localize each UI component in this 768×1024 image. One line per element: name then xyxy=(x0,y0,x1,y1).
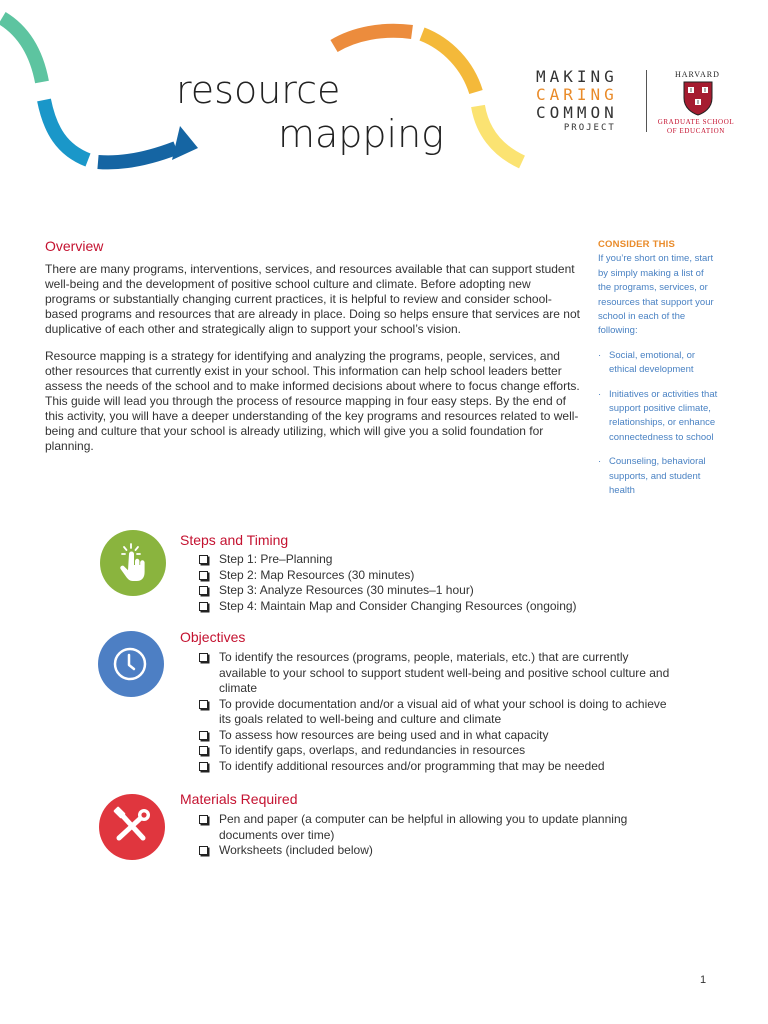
overview-paragraph-1: There are many programs, interventions, services, and resources available that can support student well-being and the development of positive school culture and climate. Before adopting new programs or substantially changing current practices, it is helpful to review and consider school-based programs and resources that are already in place. Doing so helps ensure that services are not duplicative of each other and strategically align to support your school’s vision. xyxy=(45,262,580,336)
gse-wordmark xyxy=(656,118,736,136)
consider-this-intro: If you’re short on time, start by simply making a list of the programs, services, or resources that support your school in each of the following: xyxy=(598,253,714,337)
objective-text: To identify the resources (programs, people, materials, etc.) that are currently available to your school to support student well-being and positive school culture and climate xyxy=(219,650,670,695)
checkbox-icon xyxy=(199,586,208,595)
clock-icon xyxy=(98,631,164,697)
teal-arc xyxy=(2,18,42,82)
logo-line-making: MAKING xyxy=(536,67,618,86)
list-item xyxy=(195,568,675,584)
list-item xyxy=(195,583,675,599)
objectives-heading: Objectives xyxy=(180,629,246,645)
steps-list xyxy=(195,552,675,614)
list-item xyxy=(195,650,675,697)
page-number: 1 xyxy=(700,974,707,986)
list-item xyxy=(195,552,675,568)
objective-text: To provide documentation and/or a visual aid of what your school is doing to achieve its goals related to well-being and culture and climate xyxy=(219,696,667,726)
list-item xyxy=(195,812,675,843)
step-text: Step 1: Pre–Planning xyxy=(219,552,333,566)
objective-text: To assess how resources are being used and in what capacity xyxy=(219,727,549,742)
consider-this-sidebar xyxy=(598,238,718,499)
orange-arc xyxy=(334,31,412,46)
tools-icon xyxy=(99,794,165,860)
harvard-shield-icon xyxy=(682,80,714,116)
blue-arc xyxy=(44,100,88,160)
objective-text: To identify gaps, overlaps, and redundancies in resources xyxy=(219,743,526,757)
pointer-hand-icon xyxy=(100,530,166,596)
harvard-wordmark: HARVARD xyxy=(675,70,720,79)
amber-arc xyxy=(422,34,476,92)
step-text: Step 3: Analyze Resources (30 minutes–1 hour) xyxy=(219,583,474,597)
step-text: Step 2: Map Resources (30 minutes) xyxy=(219,567,415,582)
checkbox-icon xyxy=(199,846,208,855)
navy-arc xyxy=(98,148,176,162)
material-text: Pen and paper (a computer can be helpful in allowing you to update planning documents over time) xyxy=(219,812,628,842)
material-text: Worksheets (included below) xyxy=(219,843,373,857)
objective-text: To identify additional resources and/or programming that may be needed xyxy=(219,758,605,773)
gse-line1: GRADUATE SCHOOL xyxy=(657,118,735,126)
making-caring-common-logo xyxy=(536,68,618,134)
logo-divider xyxy=(646,70,647,132)
list-item xyxy=(195,599,675,615)
gse-line2: OF EDUCATION xyxy=(667,127,725,135)
materials-heading: Materials Required xyxy=(180,791,298,807)
list-item xyxy=(195,728,675,744)
arrow-head xyxy=(172,126,198,160)
overview-paragraph-2: Resource mapping is a strategy for identifying and analyzing the programs, people, services, and other resources that currently exist in your school. This information can help school leaders better assess the needs of the school and to make informed decisions about where to focus change efforts. This guide will lead you through the process of resource mapping in four easy steps. By the end of this activity, you will have a deeper understanding of the key programs and resources related to well-being and culture that your school is already utilizing, which will give you a solid foundation for planning. xyxy=(45,349,580,453)
steps-heading: Steps and Timing xyxy=(180,532,289,548)
yellow-arc xyxy=(478,106,522,162)
list-item xyxy=(195,843,675,859)
list-item xyxy=(195,759,675,775)
consider-this-list xyxy=(598,349,718,499)
objectives-list xyxy=(195,650,675,774)
logo-line-caring: CARING xyxy=(536,85,618,104)
consider-this-item: · Social, emotional, or ethical development xyxy=(598,349,718,378)
list-item xyxy=(195,743,675,759)
step-text: Step 4: Maintain Map and Consider Changing Resources (ongoing) xyxy=(219,598,577,613)
checkbox-icon xyxy=(199,815,208,824)
checkbox-icon xyxy=(199,571,208,580)
checkbox-icon xyxy=(199,602,208,611)
page-title-line1: resource xyxy=(176,68,341,112)
consider-this-item: · Counseling, behavioral supports, and student health xyxy=(598,455,718,498)
list-item xyxy=(195,697,675,728)
checkbox-icon xyxy=(199,700,208,709)
page-title-line2: mapping xyxy=(278,112,444,156)
checkbox-icon xyxy=(199,653,208,662)
checkbox-icon xyxy=(199,762,208,771)
checkbox-icon xyxy=(199,731,208,740)
consider-this-item: · Initiatives or activities that support positive climate, relationships, or enhance connectedness to school xyxy=(598,388,718,446)
overview-heading: Overview xyxy=(45,238,104,254)
checkbox-icon xyxy=(199,555,208,564)
materials-list xyxy=(195,812,675,859)
logo-line-common: COMMON xyxy=(536,103,618,122)
logo-line-project: PROJECT xyxy=(563,123,616,133)
checkbox-icon xyxy=(199,746,208,755)
consider-this-heading: CONSIDER THIS xyxy=(598,239,676,250)
